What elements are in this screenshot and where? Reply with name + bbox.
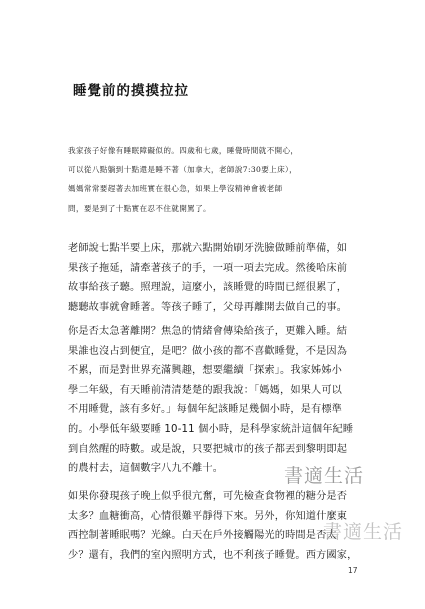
paragraph-line: 太多？血糖衝高，心情很難平靜得下來。另外，你知道什麼東 <box>68 510 348 522</box>
reader-question-quote <box>68 141 364 218</box>
paragraph-line: 果孩子拖延，請牽著孩子的手，一項一項去完成。然後哈床前 <box>68 262 348 274</box>
paragraph-line: 你是否太急著離開？焦急的情緒會傳染給孩子，更難入睡。結 <box>68 326 348 337</box>
paragraph-line: 聽聽故事就會睡著。等孩子睡了，父母再離開去做自己的事。 <box>68 301 348 313</box>
page-number: 17 <box>348 566 358 575</box>
body-paragraph-2 <box>68 322 368 479</box>
paragraph-line: 西控制著睡眠嗎？光線。白天在戶外接觸陽光的時間是否太 <box>68 530 337 542</box>
paragraph-line: 果誰也沒占到便宜，是吧？做小孩的都不喜歡睡覺，不是因為 <box>68 345 348 357</box>
quote-line: 媽媽常常要趕著去加班實在很心急，如果上學沒精神會被老師 <box>68 184 283 194</box>
quote-line: 可以從八點躺到十點還是睡不著（加拿大，老師說7:30要上床）， <box>68 165 298 175</box>
quote-line: 問，要是到了十點實在忍不住就開罵了。 <box>68 203 211 213</box>
paragraph-line: 學二年級，有天睡前清清楚楚的跟我說：「媽媽，如果人可以 <box>68 384 343 396</box>
paragraph-line: 到自然醒的時數。或是說，只要把城市的孩子都丟到黎明即起 <box>68 443 348 455</box>
paragraph-line: 不用睡覺，該有多好。」每個年紀該睡足幾個小時，是有標準 <box>68 404 343 416</box>
paragraph-line: 如果你發現孩子晚上似乎很亢奮，可先檢查食物裡的糖分是否 <box>68 491 348 502</box>
paragraph-line: 少？還有，我們的室內照明方式，也不利孩子睡覺。西方國家， <box>68 549 358 561</box>
paragraph-line: 的農村去，這個數字八九不離十。 <box>68 463 224 475</box>
watermark: 書適生活 <box>323 521 404 543</box>
body-paragraph-1 <box>68 239 368 317</box>
paragraph-line: 的。小學低年級要睡 10-11 個小時，是科學家統計這個年紀睡 <box>68 423 354 435</box>
watermark: 書適生活 <box>284 465 365 487</box>
paragraph-line: 不累，而是對世界充滿興趣，想要繼續「探索」。我家姊姊小 <box>68 365 343 377</box>
paragraph-line: 老師說七點半要上床，那就六點開始刷牙洗臉做睡前準備，如 <box>68 243 348 254</box>
page-title: 睡覺前的摸摸拉拉 <box>73 83 189 99</box>
quote-line: 我家孩子好像有睡眠障礙似的。四歲和七歲，睡覺時間就不開心， <box>68 146 299 155</box>
paragraph-line: 故事給孩子聽。照理說，這麼小，該睡覺的時間已經很累了， <box>68 282 348 294</box>
